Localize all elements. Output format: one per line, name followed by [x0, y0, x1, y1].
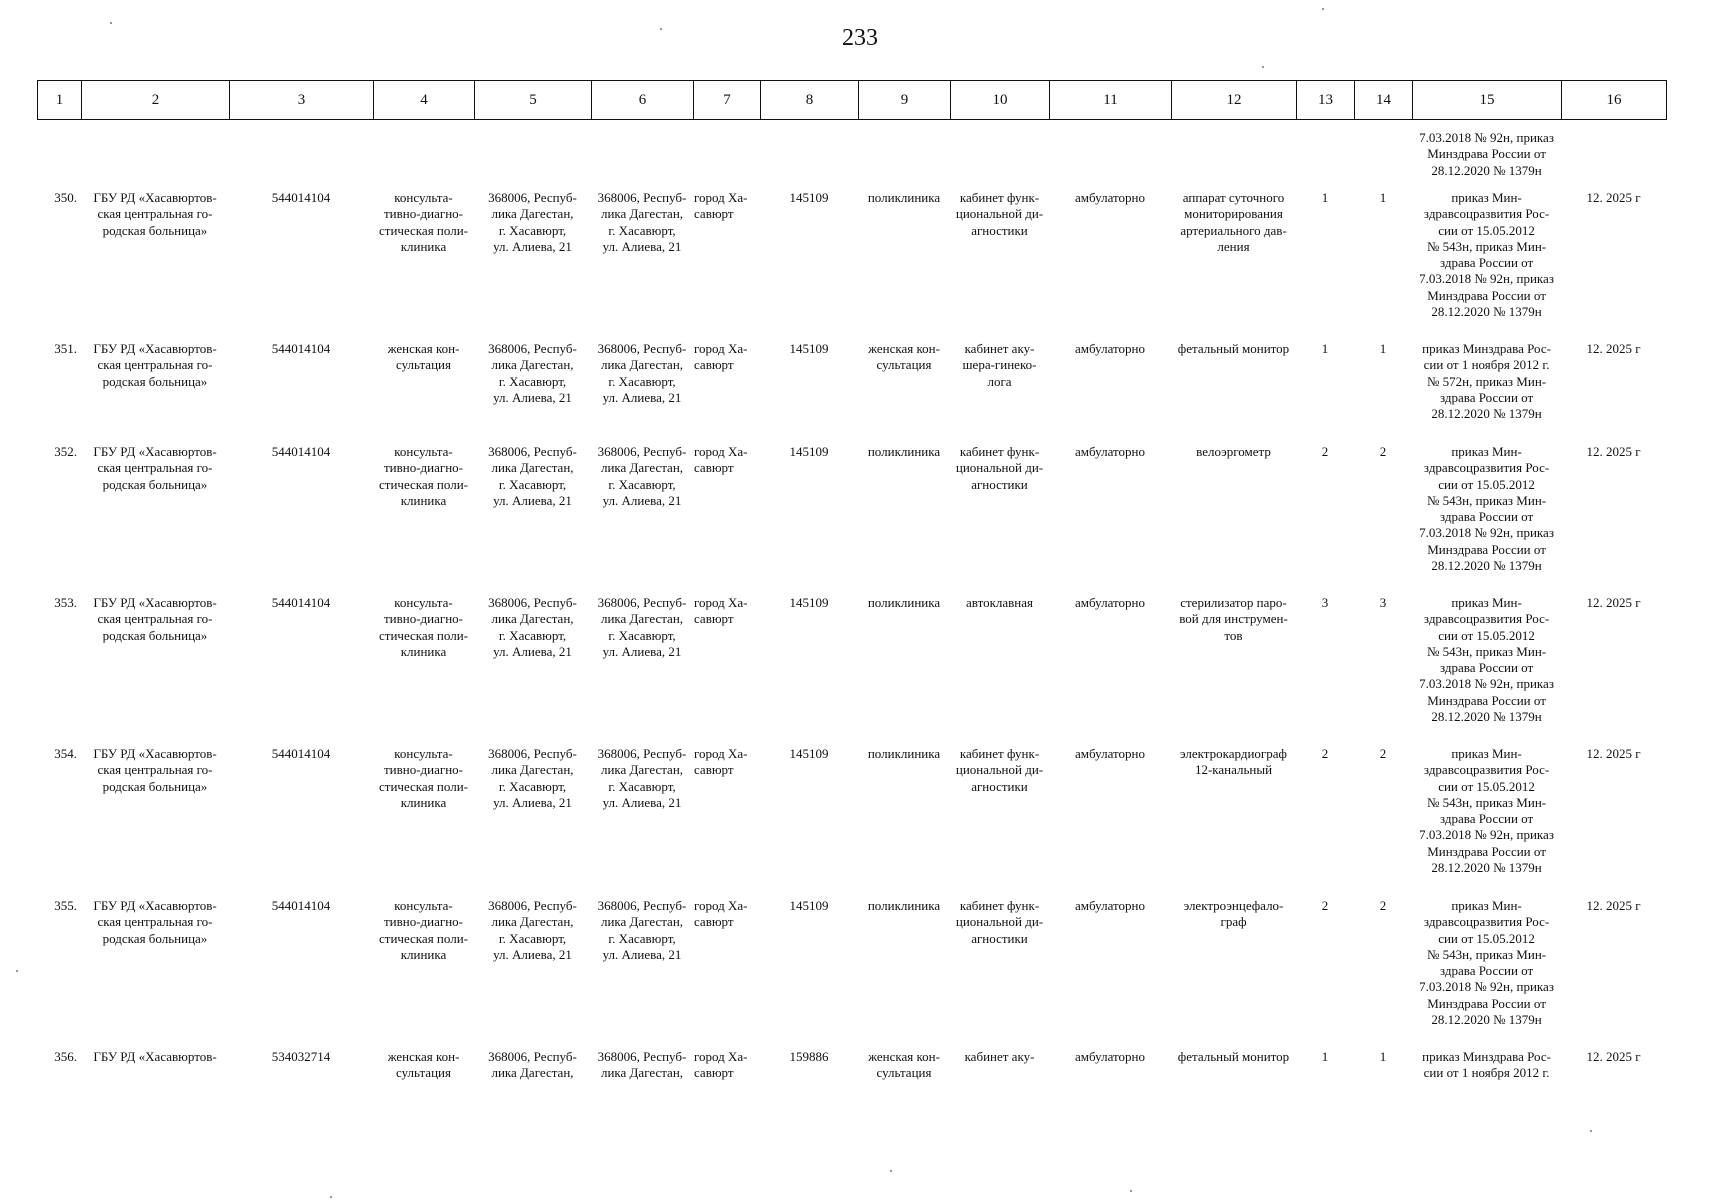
quantity-cell: 2	[1321, 898, 1329, 913]
oktmo-cell: 145109	[789, 898, 829, 913]
legal-basis-cell: приказ Мин- здравсоцразвития Рос- сии от 15.05.2012 № 543н, приказ Мин- здрава России от 7.03.2018 № 92н, приказ Минздрава России от 28.12.2020 № 1379н	[1419, 746, 1554, 876]
division-cell: консульта- тивно-диагно- стическая поли- клиника	[379, 190, 468, 254]
quantity-cell: 2	[1321, 444, 1329, 459]
equipment-table	[37, 130, 1666, 1109]
code-cell: 534032714	[271, 1049, 331, 1064]
quantity-cell: 1	[1321, 190, 1329, 205]
organization-cell: ГБУ РД «Хасавюртов- ская центральная го- родская больница»	[93, 341, 217, 389]
unit-type-cell: поликлиника	[867, 190, 941, 205]
scan-speck	[1590, 1130, 1592, 1132]
row-number-cell: 354.	[54, 746, 77, 761]
equipment-cell: аппарат суточного мониторирования артериального дав- ления	[1180, 190, 1287, 254]
legal-address-cell: 368006, Респуб- лика Дагестан, г. Хасавюрт, ул. Алиева, 21	[488, 746, 577, 810]
division-cell: консульта- тивно-диагно- стическая поли- клиника	[379, 595, 468, 659]
organization-cell: ГБУ РД «Хасавюртов-	[93, 1049, 217, 1064]
city-cell: город Ха- савюрт	[694, 746, 748, 778]
code-cell: 544014104	[271, 595, 331, 610]
legal-address-cell: 368006, Респуб- лика Дагестан, г. Хасавюрт, ул. Алиева, 21	[488, 190, 577, 254]
scan-speck	[16, 970, 18, 972]
organization-cell: ГБУ РД «Хасавюртов- ская центральная го- родская больница»	[93, 444, 217, 492]
legal-address-cell: 368006, Респуб- лика Дагестан, г. Хасавюрт, ул. Алиева, 21	[488, 595, 577, 659]
column-number: 4	[374, 81, 475, 120]
care-condition-cell: амбулаторно	[1075, 595, 1145, 610]
column-number: 12	[1172, 81, 1297, 120]
room-cell: автоклавная	[965, 595, 1033, 610]
legal-address-cell: 368006, Респуб- лика Дагестан,	[488, 1049, 577, 1081]
room-cell: кабинет аку-	[964, 1049, 1035, 1064]
page-number: 233	[842, 25, 878, 51]
legal-basis-cell: приказ Мин- здравсоцразвития Рос- сии от 15.05.2012 № 543н, приказ Мин- здрава России от 7.03.2018 № 92н, приказ Минздрава России от 28.12.2020 № 1379н	[1419, 898, 1554, 1028]
legal-basis-cell: 7.03.2018 № 92н, приказ Минздрава России от 28.12.2020 № 1379н	[1419, 130, 1554, 178]
column-number: 5	[475, 81, 592, 120]
care-condition-cell: амбулаторно	[1075, 341, 1145, 356]
actual-address-cell: 368006, Респуб- лика Дагестан, г. Хасавюрт, ул. Алиева, 21	[597, 746, 687, 810]
row-number-cell: 350.	[54, 190, 77, 205]
column-number: 6	[592, 81, 694, 120]
column-number: 11	[1050, 81, 1172, 120]
quantity-cell: 1	[1379, 190, 1387, 205]
room-cell: кабинет функ- циональной ди- агностики	[955, 898, 1044, 946]
quantity-cell: 2	[1379, 898, 1387, 913]
table-row	[37, 595, 1666, 746]
scan-speck	[110, 22, 112, 24]
deadline-cell: 12. 2025 г	[1586, 898, 1641, 913]
oktmo-cell: 145109	[789, 341, 829, 356]
scan-speck	[890, 1170, 892, 1172]
quantity-cell: 1	[1321, 341, 1329, 356]
scan-speck	[1130, 1190, 1132, 1192]
legal-basis-cell: приказ Мин- здравсоцразвития Рос- сии от 15.05.2012 № 543н, приказ Мин- здрава России от 7.03.2018 № 92н, приказ Минздрава России от 28.12.2020 № 1379н	[1419, 190, 1554, 320]
deadline-cell: 12. 2025 г	[1586, 1049, 1641, 1064]
unit-type-cell: поликлиника	[867, 444, 941, 459]
unit-type-cell: поликлиника	[867, 746, 941, 761]
care-condition-cell: амбулаторно	[1075, 444, 1145, 459]
deadline-cell: 12. 2025 г	[1586, 595, 1641, 610]
legal-basis-cell: приказ Минздрава Рос- сии от 1 ноября 2012 г.	[1422, 1049, 1551, 1081]
row-number-cell: 356.	[54, 1049, 77, 1064]
organization-cell: ГБУ РД «Хасавюртов- ская центральная го- родская больница»	[93, 190, 217, 238]
room-cell: кабинет функ- циональной ди- агностики	[955, 746, 1044, 794]
quantity-cell: 1	[1321, 1049, 1329, 1064]
city-cell: город Ха- савюрт	[694, 190, 748, 222]
scan-speck	[330, 1196, 332, 1198]
code-cell: 544014104	[271, 341, 331, 356]
column-number: 7	[694, 81, 761, 120]
scan-speck	[660, 28, 662, 30]
column-number: 8	[761, 81, 859, 120]
equipment-cell: стерилизатор паро- вой для инструмен- тов	[1179, 595, 1288, 643]
column-number-header	[37, 80, 1667, 120]
quantity-cell: 2	[1379, 444, 1387, 459]
actual-address-cell: 368006, Респуб- лика Дагестан, г. Хасавюрт, ул. Алиева, 21	[597, 444, 687, 508]
unit-type-cell: женская кон- сультация	[868, 341, 940, 373]
organization-cell: ГБУ РД «Хасавюртов- ская центральная го- родская больница»	[93, 595, 217, 643]
column-number: 3	[230, 81, 374, 120]
code-cell: 544014104	[271, 444, 331, 459]
city-cell: город Ха- савюрт	[694, 898, 748, 930]
column-number: 9	[859, 81, 951, 120]
oktmo-cell: 145109	[789, 746, 829, 761]
room-cell: кабинет функ- циональной ди- агностики	[955, 444, 1044, 492]
legal-address-cell: 368006, Респуб- лика Дагестан, г. Хасавюрт, ул. Алиева, 21	[488, 444, 577, 508]
care-condition-cell: амбулаторно	[1075, 746, 1145, 761]
care-condition-cell: амбулаторно	[1075, 190, 1145, 205]
quantity-cell: 2	[1321, 746, 1329, 761]
column-number: 16	[1562, 81, 1667, 120]
code-cell: 544014104	[271, 190, 331, 205]
table-row	[37, 190, 1666, 341]
division-cell: женская кон- сультация	[387, 1049, 460, 1081]
row-number-cell: 352.	[54, 444, 77, 459]
quantity-cell: 3	[1379, 595, 1387, 610]
actual-address-cell: 368006, Респуб- лика Дагестан, г. Хасавюрт, ул. Алиева, 21	[597, 898, 687, 962]
column-number: 1	[38, 81, 82, 120]
organization-cell: ГБУ РД «Хасавюртов- ская центральная го- родская больница»	[93, 898, 217, 946]
actual-address-cell: 368006, Респуб- лика Дагестан, г. Хасавюрт, ул. Алиева, 21	[597, 341, 687, 405]
deadline-cell: 12. 2025 г	[1586, 190, 1641, 205]
row-number-cell: 355.	[54, 898, 77, 913]
deadline-cell: 12. 2025 г	[1586, 444, 1641, 459]
column-number: 2	[82, 81, 230, 120]
column-number: 13	[1297, 81, 1355, 120]
table-row	[37, 898, 1666, 1049]
actual-address-cell: 368006, Респуб- лика Дагестан, г. Хасавюрт, ул. Алиева, 21	[597, 190, 687, 254]
organization-cell: ГБУ РД «Хасавюртов- ская центральная го- родская больница»	[93, 746, 217, 794]
quantity-cell: 2	[1379, 746, 1387, 761]
legal-address-cell: 368006, Респуб- лика Дагестан, г. Хасавюрт, ул. Алиева, 21	[488, 341, 577, 405]
oktmo-cell: 159886	[789, 1049, 829, 1064]
table-row	[37, 1049, 1666, 1109]
equipment-cell: электроэнцефало- граф	[1183, 898, 1284, 930]
quantity-cell: 1	[1379, 1049, 1387, 1064]
equipment-cell: фетальный монитор	[1177, 1049, 1290, 1064]
legal-basis-cell: приказ Мин- здравсоцразвития Рос- сии от 15.05.2012 № 543н, приказ Мин- здрава России от 7.03.2018 № 92н, приказ Минздрава России от 28.12.2020 № 1379н	[1419, 444, 1554, 574]
table-row-continued	[37, 130, 1666, 190]
room-cell: кабинет аку- шера-гинеко- лога	[962, 341, 1037, 389]
column-number: 10	[951, 81, 1050, 120]
city-cell: город Ха- савюрт	[694, 1049, 748, 1081]
deadline-cell: 12. 2025 г	[1586, 341, 1641, 356]
legal-basis-cell: приказ Мин- здравсоцразвития Рос- сии от 15.05.2012 № 543н, приказ Мин- здрава России от 7.03.2018 № 92н, приказ Минздрава России от 28.12.2020 № 1379н	[1419, 595, 1554, 725]
unit-type-cell: поликлиника	[867, 898, 941, 913]
care-condition-cell: амбулаторно	[1075, 898, 1145, 913]
legal-address-cell: 368006, Респуб- лика Дагестан, г. Хасавюрт, ул. Алиева, 21	[488, 898, 577, 962]
table-row	[37, 444, 1666, 595]
equipment-cell: электрокардиограф 12-канальный	[1180, 746, 1287, 778]
row-number-cell: 353.	[54, 595, 77, 610]
unit-type-cell: женская кон- сультация	[868, 1049, 940, 1081]
table-row	[37, 341, 1666, 444]
quantity-cell: 3	[1321, 595, 1329, 610]
city-cell: город Ха- савюрт	[694, 341, 748, 373]
equipment-cell: велоэргометр	[1196, 444, 1271, 459]
division-cell: консульта- тивно-диагно- стическая поли- клиника	[379, 898, 468, 962]
equipment-cell: фетальный монитор	[1177, 341, 1290, 356]
division-cell: женская кон- сультация	[387, 341, 460, 373]
code-cell: 544014104	[271, 898, 331, 913]
unit-type-cell: поликлиника	[867, 595, 941, 610]
actual-address-cell: 368006, Респуб- лика Дагестан, г. Хасавюрт, ул. Алиева, 21	[597, 595, 687, 659]
actual-address-cell: 368006, Респуб- лика Дагестан,	[597, 1049, 687, 1081]
column-number: 15	[1413, 81, 1562, 120]
legal-basis-cell: приказ Минздрава Рос- сии от 1 ноября 2012 г. № 572н, приказ Мин- здрава России от 28.12.2020 № 1379н	[1422, 341, 1551, 422]
care-condition-cell: амбулаторно	[1075, 1049, 1145, 1064]
division-cell: консульта- тивно-диагно- стическая поли- клиника	[379, 444, 468, 508]
column-number: 14	[1355, 81, 1413, 120]
table-row	[37, 746, 1666, 898]
room-cell: кабинет функ- циональной ди- агностики	[955, 190, 1044, 238]
deadline-cell: 12. 2025 г	[1586, 746, 1641, 761]
oktmo-cell: 145109	[789, 595, 829, 610]
quantity-cell: 1	[1379, 341, 1387, 356]
oktmo-cell: 145109	[789, 190, 829, 205]
city-cell: город Ха- савюрт	[694, 595, 748, 627]
scan-speck	[1262, 66, 1264, 68]
division-cell: консульта- тивно-диагно- стическая поли- клиника	[379, 746, 468, 810]
city-cell: город Ха- савюрт	[694, 444, 748, 476]
code-cell: 544014104	[271, 746, 331, 761]
row-number-cell: 351.	[54, 341, 77, 356]
oktmo-cell: 145109	[789, 444, 829, 459]
scan-speck	[1322, 8, 1324, 10]
